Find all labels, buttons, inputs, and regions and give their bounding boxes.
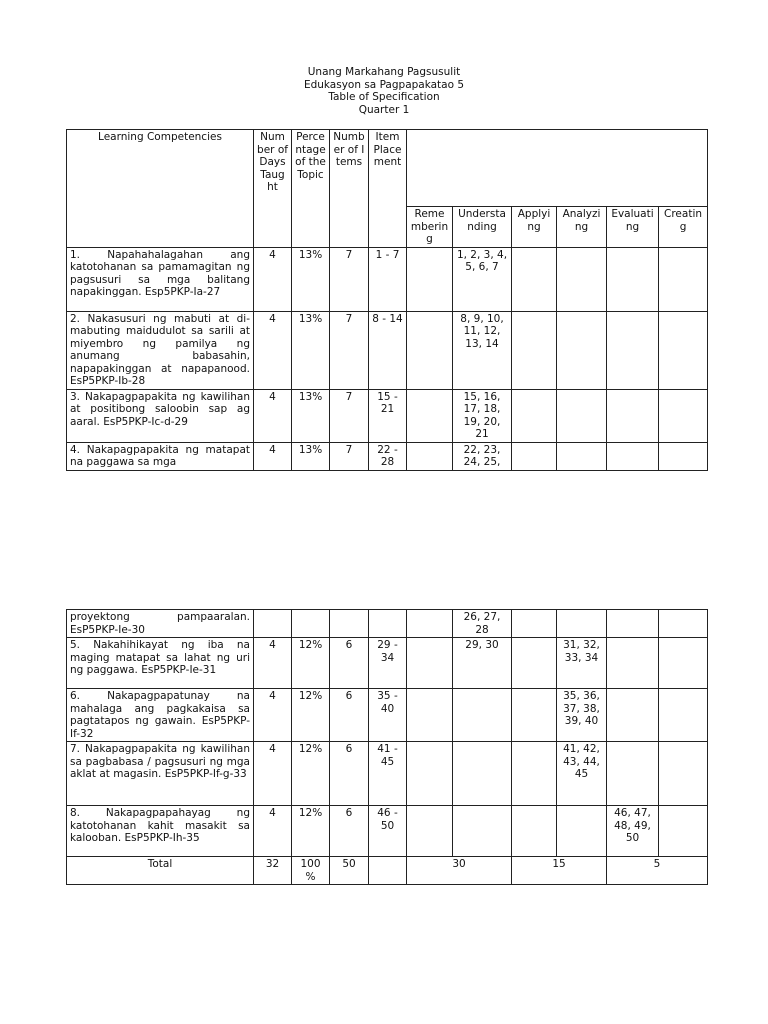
applying-cell bbox=[512, 610, 557, 638]
competency-cell: 3. Nakapagpapakita ng kawilihan at positibong saloobin sap ag aaral. EsP5PKP-Ic-d-29 bbox=[67, 389, 254, 442]
days-cell bbox=[254, 610, 292, 638]
placement-cell: 29 - 34 bbox=[369, 638, 407, 689]
placement-cell bbox=[369, 610, 407, 638]
total-row bbox=[67, 857, 708, 885]
table-row bbox=[67, 311, 708, 389]
understanding-cell bbox=[453, 806, 512, 857]
understanding-cell: 1, 2, 3, 4, 5, 6, 7 bbox=[453, 247, 512, 311]
remembering-cell bbox=[407, 742, 453, 806]
placement-cell: 8 - 14 bbox=[369, 311, 407, 389]
remembering-cell bbox=[407, 247, 453, 311]
items-cell: 7 bbox=[330, 389, 369, 442]
creating-cell bbox=[659, 806, 708, 857]
days-cell: 4 bbox=[254, 638, 292, 689]
days-cell: 4 bbox=[254, 311, 292, 389]
document-title bbox=[0, 66, 768, 116]
competency-cell: 4. Nakapagpapakita ng matapat na paggawa sa mga bbox=[67, 442, 254, 470]
header-evaluating: Evaluating bbox=[607, 207, 659, 248]
applying-cell bbox=[512, 689, 557, 742]
placement-cell: 41 - 45 bbox=[369, 742, 407, 806]
header-competencies: Learning Competencies bbox=[67, 130, 254, 248]
analyzing-cell bbox=[557, 442, 607, 470]
header-applying: Applying bbox=[512, 207, 557, 248]
remembering-cell bbox=[407, 610, 453, 638]
total-label: Total bbox=[67, 857, 254, 885]
table-row bbox=[67, 742, 708, 806]
header-items: Number of Items bbox=[330, 130, 369, 248]
title-line-3: Table of Specification bbox=[328, 91, 440, 103]
pct-cell: 13% bbox=[292, 311, 330, 389]
analyzing-cell bbox=[557, 806, 607, 857]
applying-cell bbox=[512, 638, 557, 689]
analyzing-cell: 35, 36, 37, 38, 39, 40 bbox=[557, 689, 607, 742]
header-percentage: Percentage of the Topic bbox=[292, 130, 330, 248]
applying-cell bbox=[512, 311, 557, 389]
total-remember-understand: 30 bbox=[407, 857, 512, 885]
competency-cell: 1. Napahahalagahan ang katotohanan sa pamamagitan ng pagsusuri sa mga balitang napakinggan. Esp5PKP-Ia-27 bbox=[67, 247, 254, 311]
evaluating-cell bbox=[607, 442, 659, 470]
placement-cell: 22 - 28 bbox=[369, 442, 407, 470]
creating-cell bbox=[659, 247, 708, 311]
creating-cell bbox=[659, 689, 708, 742]
placement-cell: 46 - 50 bbox=[369, 806, 407, 857]
total-items: 50 bbox=[330, 857, 369, 885]
table-row bbox=[67, 442, 708, 470]
placement-cell: 35 - 40 bbox=[369, 689, 407, 742]
items-cell: 7 bbox=[330, 311, 369, 389]
understanding-cell bbox=[453, 689, 512, 742]
header-blank bbox=[407, 130, 708, 207]
understanding-cell: 15, 16, 17, 18, 19, 20, 21 bbox=[453, 389, 512, 442]
creating-cell bbox=[659, 610, 708, 638]
tos-table-part-1 bbox=[66, 129, 708, 471]
evaluating-cell bbox=[607, 247, 659, 311]
understanding-cell: 22, 23, 24, 25, bbox=[453, 442, 512, 470]
table-row bbox=[67, 806, 708, 857]
creating-cell bbox=[659, 442, 708, 470]
placement-cell: 15 - 21 bbox=[369, 389, 407, 442]
evaluating-cell bbox=[607, 389, 659, 442]
remembering-cell bbox=[407, 389, 453, 442]
understanding-cell: 29, 30 bbox=[453, 638, 512, 689]
pct-cell: 12% bbox=[292, 638, 330, 689]
total-pct: 100 % bbox=[292, 857, 330, 885]
analyzing-cell bbox=[557, 311, 607, 389]
evaluating-cell bbox=[607, 311, 659, 389]
pct-cell: 13% bbox=[292, 247, 330, 311]
analyzing-cell bbox=[557, 610, 607, 638]
understanding-cell bbox=[453, 742, 512, 806]
total-evaluate-create: 5 bbox=[607, 857, 708, 885]
items-cell: 6 bbox=[330, 638, 369, 689]
pct-cell: 12% bbox=[292, 806, 330, 857]
pct-cell: 13% bbox=[292, 442, 330, 470]
items-cell: 6 bbox=[330, 742, 369, 806]
analyzing-cell: 31, 32, 33, 34 bbox=[557, 638, 607, 689]
evaluating-cell bbox=[607, 610, 659, 638]
table-row bbox=[67, 610, 708, 638]
creating-cell bbox=[659, 389, 708, 442]
header-placement: Item Placement bbox=[369, 130, 407, 248]
days-cell: 4 bbox=[254, 247, 292, 311]
items-cell: 6 bbox=[330, 806, 369, 857]
remembering-cell bbox=[407, 311, 453, 389]
header-analyzing: Analyzing bbox=[557, 207, 607, 248]
competency-cell: 6. Nakapagpapatunay na mahalaga ang pagkakaisa sa pagtatapos ng gawain. EsP5PKP-If-32 bbox=[67, 689, 254, 742]
competency-cell: 5. Nakahihikayat ng iba na maging matapat sa lahat ng uri ng paggawa. EsP5PKP-Ie-31 bbox=[67, 638, 254, 689]
understanding-cell: 8, 9, 10, 11, 12, 13, 14 bbox=[453, 311, 512, 389]
understanding-cell: 26, 27, 28 bbox=[453, 610, 512, 638]
title-line-2: Edukasyon sa Pagpapakatao 5 bbox=[303, 78, 465, 91]
remembering-cell bbox=[407, 638, 453, 689]
applying-cell bbox=[512, 247, 557, 311]
days-cell: 4 bbox=[254, 389, 292, 442]
competency-cell: 7. Nakapagpapakita ng kawilihan sa pagbabasa / pagsusuri ng mga aklat at magasin. EsP5PKP-If-g-33 bbox=[67, 742, 254, 806]
total-apply-analyze: 15 bbox=[512, 857, 607, 885]
days-cell: 4 bbox=[254, 742, 292, 806]
header-understanding: Understanding bbox=[453, 207, 512, 248]
items-cell: 7 bbox=[330, 442, 369, 470]
title-line-4: Quarter 1 bbox=[358, 103, 410, 116]
total-placement bbox=[369, 857, 407, 885]
table-row bbox=[67, 389, 708, 442]
items-cell: 7 bbox=[330, 247, 369, 311]
applying-cell bbox=[512, 389, 557, 442]
analyzing-cell bbox=[557, 247, 607, 311]
pct-cell: 13% bbox=[292, 389, 330, 442]
items-cell bbox=[330, 610, 369, 638]
header-days: Number of Days Taught bbox=[254, 130, 292, 248]
days-cell: 4 bbox=[254, 806, 292, 857]
evaluating-cell bbox=[607, 742, 659, 806]
placement-cell: 1 - 7 bbox=[369, 247, 407, 311]
days-cell: 4 bbox=[254, 442, 292, 470]
evaluating-cell: 46, 47, 48, 49, 50 bbox=[607, 806, 659, 857]
header-creating: Creating bbox=[659, 207, 708, 248]
analyzing-cell: 41, 42, 43, 44, 45 bbox=[557, 742, 607, 806]
applying-cell bbox=[512, 442, 557, 470]
remembering-cell bbox=[407, 806, 453, 857]
analyzing-cell bbox=[557, 389, 607, 442]
evaluating-cell bbox=[607, 638, 659, 689]
title-line-1: Unang Markahang Pagsusulit bbox=[307, 66, 461, 78]
creating-cell bbox=[659, 742, 708, 806]
table-row bbox=[67, 638, 708, 689]
competency-cell: 8. Nakapagpapahayag ng katotohanan kahit masakit sa kalooban. EsP5PKP-Ih-35 bbox=[67, 806, 254, 857]
tos-table-part-2 bbox=[66, 609, 708, 885]
total-days: 32 bbox=[254, 857, 292, 885]
applying-cell bbox=[512, 742, 557, 806]
table-row bbox=[67, 247, 708, 311]
pct-cell: 12% bbox=[292, 742, 330, 806]
table-row bbox=[67, 689, 708, 742]
creating-cell bbox=[659, 638, 708, 689]
creating-cell bbox=[659, 311, 708, 389]
days-cell: 4 bbox=[254, 689, 292, 742]
pct-cell bbox=[292, 610, 330, 638]
remembering-cell bbox=[407, 689, 453, 742]
competency-cell: 2. Nakasusuri ng mabuti at di-mabuting maidudulot sa sarili at miyembro ng pamilya ng anumang babasahin, napapakinggan at napapanood. EsP5PKP-Ib-28 bbox=[67, 311, 254, 389]
remembering-cell bbox=[407, 442, 453, 470]
applying-cell bbox=[512, 806, 557, 857]
pct-cell: 12% bbox=[292, 689, 330, 742]
competency-cell: proyektong pampaaralan. EsP5PKP-Ie-30 bbox=[67, 610, 254, 638]
header-remembering: Remembering bbox=[407, 207, 453, 248]
items-cell: 6 bbox=[330, 689, 369, 742]
evaluating-cell bbox=[607, 689, 659, 742]
